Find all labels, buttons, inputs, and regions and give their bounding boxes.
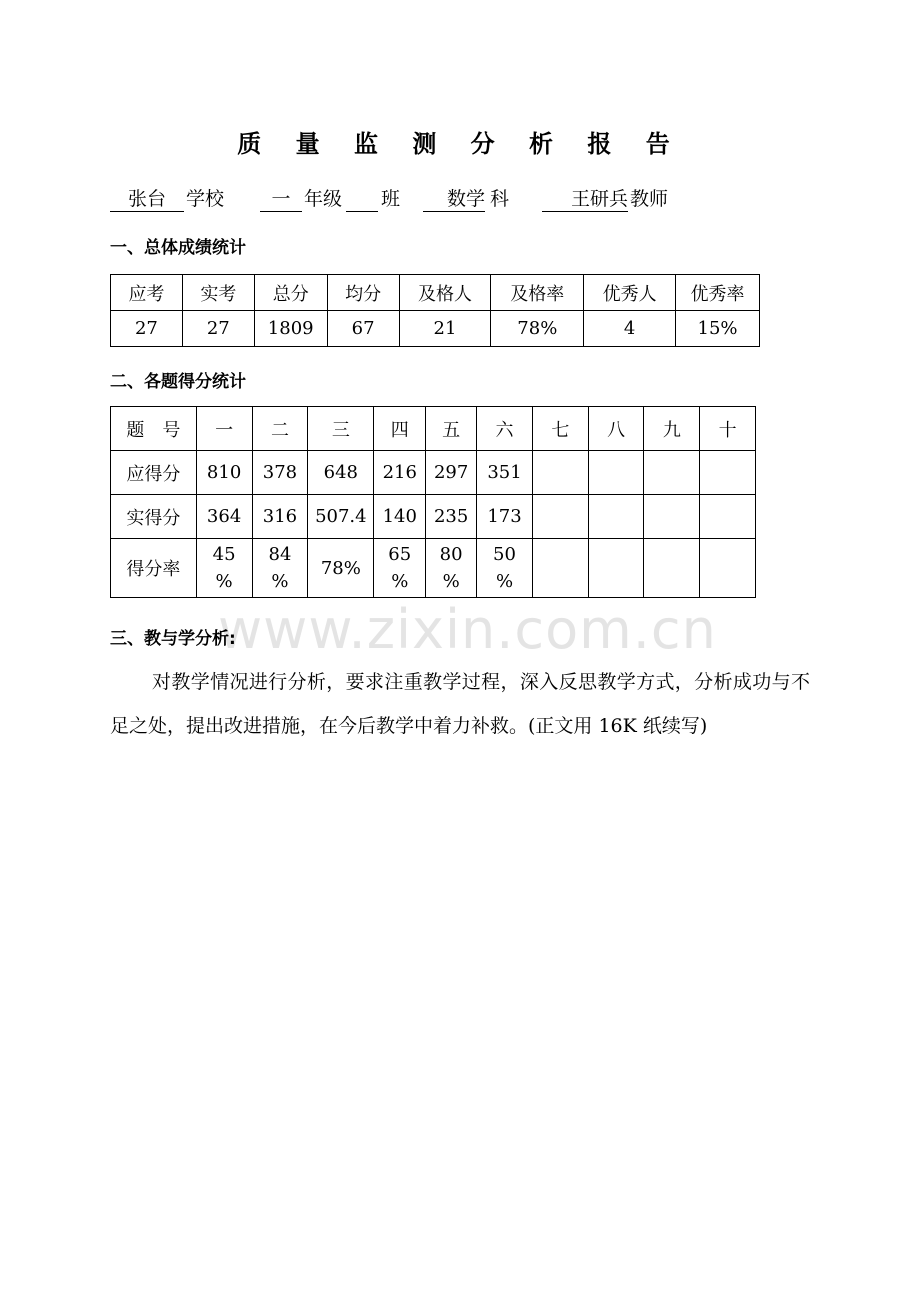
- rate-percent-sign: %: [495, 571, 514, 592]
- value-cell: 27: [182, 311, 254, 347]
- header-cell: 及格人: [399, 275, 491, 311]
- score-cell: [644, 451, 700, 495]
- header-cell: 及格率: [491, 275, 584, 311]
- header-cell: 优秀人: [584, 275, 676, 311]
- value-cell: 4: [584, 311, 676, 347]
- rate-cell: [700, 539, 756, 598]
- value-cell: 21: [399, 311, 491, 347]
- school-suffix: 学校: [186, 188, 225, 210]
- question-number: 十: [700, 407, 756, 451]
- score-cell: 140: [374, 495, 426, 539]
- rate-cell: [588, 539, 644, 598]
- row-label: 得分率: [111, 539, 197, 598]
- score-cell: 297: [426, 451, 477, 495]
- score-cell: 648: [308, 451, 374, 495]
- score-cell: 351: [477, 451, 533, 495]
- value-cell: 15%: [676, 311, 760, 347]
- rate-percent-sign: %: [271, 571, 289, 592]
- score-cell: 810: [196, 451, 252, 495]
- question-number: 二: [252, 407, 308, 451]
- score-cell: [588, 495, 644, 539]
- teacher-name: 王研兵: [542, 187, 628, 212]
- rate-number: 50: [493, 544, 516, 565]
- analysis-paragraph: 对教学情况进行分析，要求注重教学过程，深入反思教学方式，分析成功与不足之处，提出改进措施，在今后教学中着力补救。(正文用 16K 纸续写): [110, 671, 810, 737]
- class-blank: [346, 187, 378, 212]
- header-cell: 实考: [182, 275, 254, 311]
- score-cell: 378: [252, 451, 308, 495]
- grade-suffix: 年级: [304, 188, 343, 210]
- question-header-row: [111, 407, 756, 451]
- grade-value: 一: [260, 187, 302, 212]
- question-number: 三: [308, 407, 374, 451]
- value-cell: 27: [111, 311, 183, 347]
- rate-percent-sign: %: [391, 571, 409, 592]
- actual-score-row: [111, 495, 756, 539]
- rate-cell: [196, 539, 252, 598]
- rate-percent-sign: %: [442, 571, 460, 592]
- score-cell: [700, 495, 756, 539]
- value-cell: 78%: [491, 311, 584, 347]
- score-cell: [532, 451, 588, 495]
- header-cell: 优秀率: [676, 275, 760, 311]
- class-suffix: 班: [381, 188, 401, 210]
- section2-heading: 二、各题得分统计: [110, 372, 246, 392]
- rate-cell: [644, 539, 700, 598]
- score-cell: 216: [374, 451, 426, 495]
- score-cell: 235: [426, 495, 477, 539]
- row-label: 实得分: [111, 495, 197, 539]
- rate-cell: [477, 539, 533, 598]
- question-number: 一: [196, 407, 252, 451]
- rate-number: 80: [439, 544, 463, 565]
- expected-score-row: [111, 451, 756, 495]
- header-cell: 应考: [111, 275, 183, 311]
- overall-stats-table: [110, 274, 760, 347]
- rate-number: 84: [268, 544, 292, 565]
- score-cell: [644, 495, 700, 539]
- question-number: 八: [588, 407, 644, 451]
- score-cell: 173: [477, 495, 533, 539]
- question-number: 七: [532, 407, 588, 451]
- score-rate-row: [111, 539, 756, 598]
- rate-cell: [252, 539, 308, 598]
- rate-cell: [532, 539, 588, 598]
- school-name: 张台: [110, 187, 184, 212]
- rate-number: 65: [388, 544, 412, 565]
- page-title: 质 量 监 测 分 析 报 告: [237, 130, 683, 158]
- question-number: 五: [426, 407, 477, 451]
- section3-heading: 三、教与学分析:: [110, 629, 236, 649]
- question-number: 九: [644, 407, 700, 451]
- value-cell: 1809: [254, 311, 327, 347]
- score-cell: [700, 451, 756, 495]
- question-number-label: 题 号: [111, 407, 197, 451]
- watermark-text: www.zixin.com.cn: [218, 598, 717, 661]
- score-cell: [532, 495, 588, 539]
- header-cell: 总分: [254, 275, 327, 311]
- value-cell: 67: [327, 311, 399, 347]
- score-cell: 364: [196, 495, 252, 539]
- rate-cell: [308, 539, 374, 598]
- question-stats-table: [110, 406, 756, 598]
- question-number: 六: [477, 407, 533, 451]
- overall-value-row: [111, 311, 760, 347]
- header-cell: 均分: [327, 275, 399, 311]
- rate-number: 45: [212, 544, 236, 565]
- row-label: 应得分: [111, 451, 197, 495]
- question-number: 四: [374, 407, 426, 451]
- score-cell: 316: [252, 495, 308, 539]
- rate-cell: [374, 539, 426, 598]
- section1-heading: 一、总体成绩统计: [110, 238, 246, 258]
- score-cell: 507.4: [308, 495, 374, 539]
- rate-cell: [426, 539, 477, 598]
- teacher-suffix: 教师: [630, 188, 669, 210]
- subject-suffix: 科: [490, 188, 510, 210]
- rate-number: 78%: [320, 557, 361, 579]
- score-cell: [588, 451, 644, 495]
- subject-value: 数学: [423, 187, 485, 212]
- rate-percent-sign: %: [215, 571, 233, 592]
- overall-header-row: [111, 275, 760, 311]
